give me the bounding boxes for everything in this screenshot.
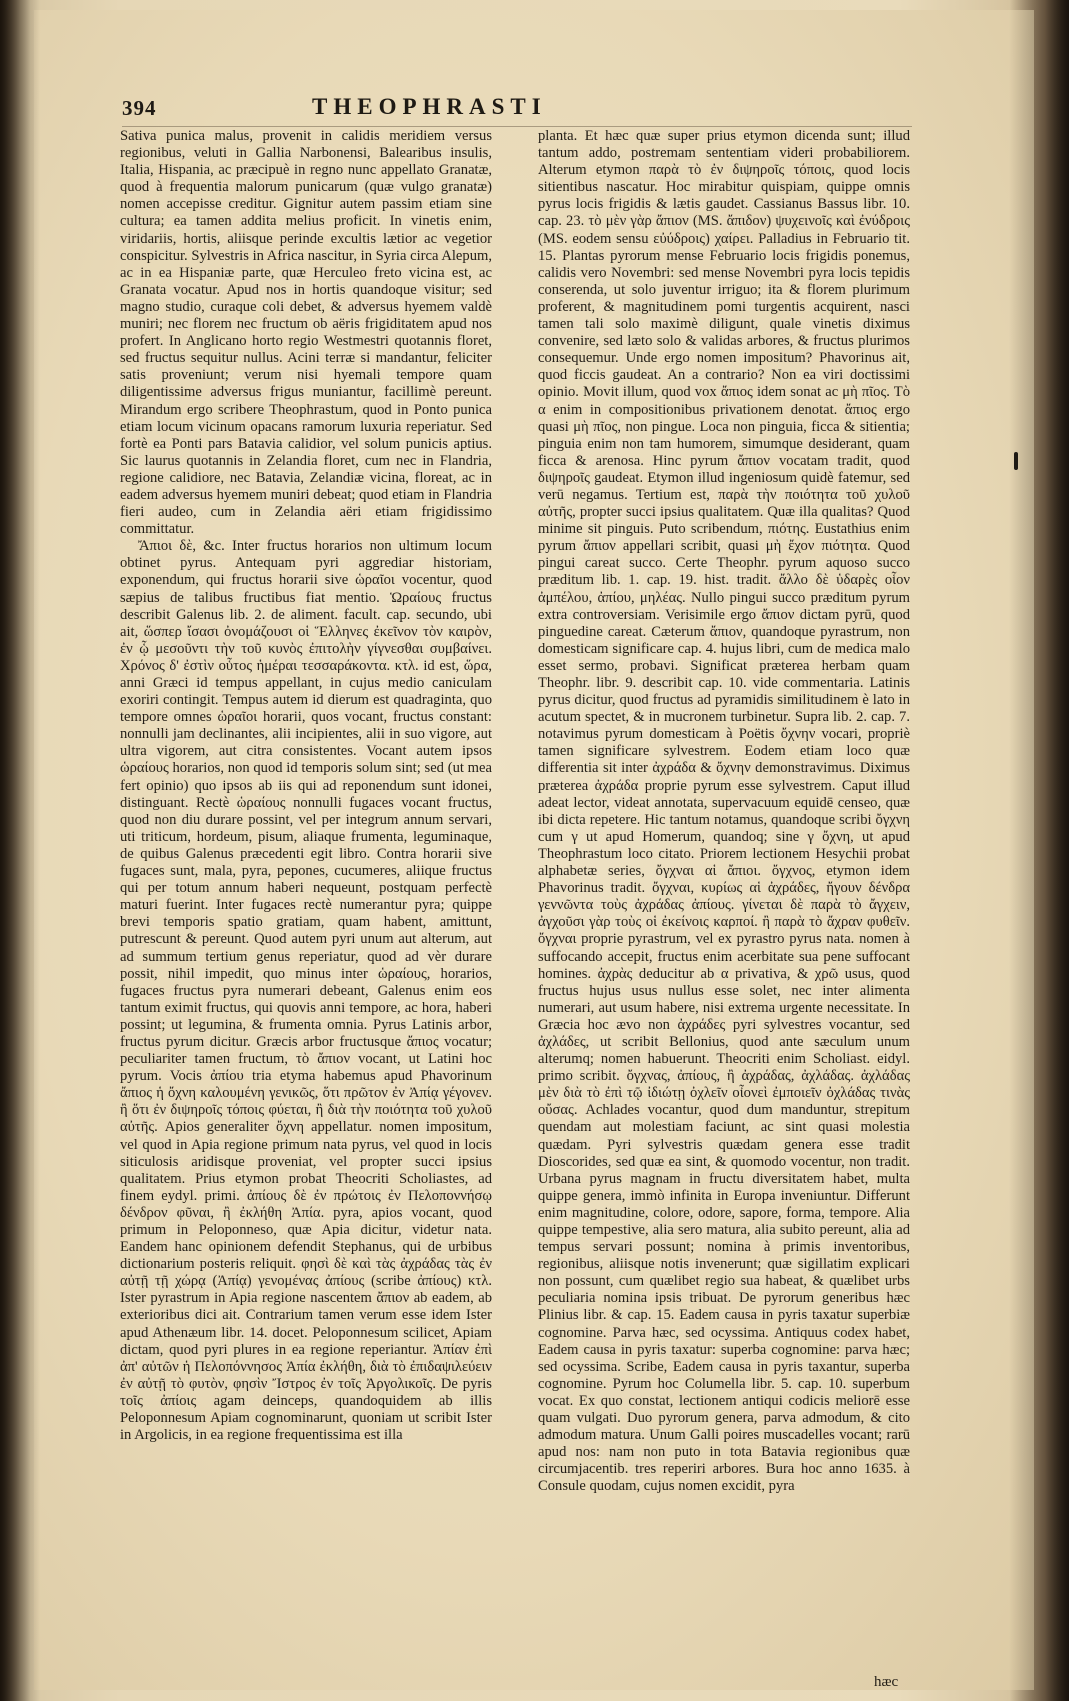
catchword: hæc: [874, 1674, 899, 1690]
page-number: 394: [122, 96, 157, 120]
binding-shadow: [0, 0, 40, 1701]
paragraph: Ἄπιοι δὲ, &c. Inter fructus horarios non ultimum locum obtinet pyrus. Antequam pyri aggrediar historiam, exponendum, qui fructus horarii sive ὡραῖοι vocentur, quod sæpius de talibus fructibus fiat mentio. Ὡραίους fructus describit Galenus lib. 2. de aliment. facult. cap. secundo, ubi ait, ὥσπερ ἴσασι ὀνομάζουσι οἱ Ἕλληνες ἐκεῖνον τὸν καιρὸν, ἐν ᾧ μεσοῦντι τὴν τοῦ κυνὸς ἐπιτολὴν γίγνεσθαι συμβαίνει. Χρόνος δ' ἐστὶν οὗτος ἡμέραι τεσσαράκοντα. κτλ. id est, ὥρα, anni Græci id tempus appellant, in cujus medio caniculam exoriri contingit. Tempus autem id dierum est quadraginta, quo tempore omnes ὡραῖοι horarii, quos vocant, fructus constant: nonnulli jam declinantes, alii incipientes, alii in suo vigore, aut ultra vigorem, aut citra consistentes. Vocant autem ipsos ὡραίους horarios, non quod id temporis solum sint; sed (ut mea fert opinio) quo ipsos ab iis qui ad reponendum sunt idonei, distinguant. Rectè ὡραίους nonnulli fugaces vocant fructus, quod non diu durare possint, vel per integrum annum servari, uti triticum, hordeum, pisum, aliaque frumenta, leguminaque, de quibus Galenus præcedenti egit libro. Contra horarii sive fugaces sunt, mala, pyra, pepones, cucumeres, aliique fructus qui per totum annum haberi nequeunt, postquam perfectè maturi fuerint. Inter fugaces rectè numerantur pyra; quippe brevi temporis spatio gratiam, quam habent, amittunt, putrescunt & pereunt. Quod autem pyri unum aut alterum, aut ad summum tertium genus reperiatur, quod ad vèr durare possit, nihil impedit, quo minus inter ὡραίους, horarios, fugaces fructus pyra numerari debeant, Galenus enim eos tantum eximit fructus, qui quovis anni tempore, ac hora, haberi possint; ut legumina, & frumenta omnia. Pyrus Latinis arbor, fructus pyrum dicitur. Græcis arbor fructusque ἄπιος vocatur; peculiariter tamen fructum, τὸ ἄπιον vocant, ut Latini hoc pyrum. Vocis ἀπίου tria etyma habemus apud Phavorinum ἄπιος ἡ ὄχνη καλουμένη γενικῶς, ὅτι πρῶτον ἐν Ἀπίᾳ γέγονεν. ἢ ὅτι ἐν διψηροῖς τόποις φύεται, ἢ διὰ τὴν ποιότητα τοῦ χυλοῦ αὐτῆς. Apios generaliter ὄχνη appellatur. nomen impositum, vel quod in Apia regione primum nata pyrus, vel quod in locis siticulosis aridisque proveniat, vel propter succi ipsius qualitatem. Prius etymon probat Theocriti Scholiastes, ad finem eydyl. primi. ἀπίους δὲ ἐν πρώτοις ἐν Πελοποννήσῳ δένδρον φῦναι, ἢ ἐκλήθη Ἀπία. pyra, apios vocant, quod primum in Peloponneso, quæ Apia dicitur, videtur nata. Eandem hanc opinionem defendit Stephanus, qui de urbibus dictionarium posteris reliquit. φησὶ δὲ καὶ τὰς ἀχράδας τὰς ἐν αὐτῇ τῇ χώρᾳ (Ἀπίᾳ) γενομένας ἀπίους (scribe ἀπίους) κτλ. Ister pyrastrum in Apia regione nascentem ἄπιον ab eadem, ab exterioribus dici ait. Contrarium tamen verum esse idem Ister apud Athenæum libr. 14. docet. Peloponnesum scilicet, Apiam dictam, quod pyri plures in ea regione reperiantur. Ἀπίαν ἐπὶ ἀπ' αὐτῶν ἡ Πελοπόννησος Ἀπία ἐκλήθη, διὰ τὸ ἐπιδαψιλεύειν ἐν αὐτῇ τὸ φυτὸν, φησὶν Ἴστρος ἐν τοῖς Ἀργολικοῖς. De pyris τοῖς ἀπίοις agam deinceps, quandoquidem ab illis Peloponnesum Apiam cognominarunt, quoniam ut scribit Ister in Argolicis, in ea regione frequentissima est illa: [120, 538, 492, 1444]
paragraph: Sativa punica malus, provenit in calidis meridiem versus regionibus, veluti in Gallia Narbonensi, Balearibus insulis, Italia, Hispania, ac præcipuè in regno nunc appellato Granatæ, quod à frequentia malorum punicarum (quæ vulgo granatæ) nomen accepisse creditur. Gignitur autem passim etiam sine cultura; ea tamen addita melius proficit. In vinetis enim, viridariis, hortis, aliisque perinde excultis lætior ac vegetior conspicitur. Sylvestris in Africa nascitur, in Syria circa Alepum, ac in ea Hispaniæ parte, quæ Herculeo freto vicina est, ac Granata vocatur. Apud nos in hortis quandoque visitur; sed magno studio, curaque coli debet, & adversus hyemem valdè muniri; nec florem nec fructum ob aëris frigiditatem apud nos profert. In Anglicano horto regio Westmestri quotannis floret, sed fructus sequitur nullus. Acini terræ si mandantur, feliciter satis proveniunt; verum nisi hyemali tempore quam diligentissime adversus frigus muniantur, facillimè pereunt. Mirandum ergo scribere Theophrastum, quod in Ponto punica etiam locum vicinum opacans ramorum luxuria reperiatur. Sed fortè ea Ponti pars Batavia calidior, vel solum punicis aptius. Sic laurus quotannis in Zelandia floret, cum nec in Flandria, regione calidiore, nec Batavia, Zelandiæ vicina, floreat, ac in eadem adversus hyemem muniri debeat; quod etiam in Flandria fieri audeo, cum in Zelandia aëri etiam frigidissimo committatur.: [120, 128, 492, 538]
running-title: THEOPHRASTI: [312, 94, 547, 119]
left-text-column: [120, 128, 492, 1644]
header-rule: [122, 126, 912, 127]
right-text-column: [538, 128, 910, 1644]
page-fold-shadow: [1009, 0, 1069, 1701]
paragraph: planta. Et hæc quæ super prius etymon dicenda sunt; illud tantum addo, postremam sententiam videri probabiliorem. Alterum etymon παρὰ τὸ ἐν διψηροῖς τόποις, quod locis sitientibus nascatur. Hoc mirabitur quispiam, quippe omnis pyrus locis frigidis & lætis gaudet. Cassianus Bassus libr. 10. cap. 23. τὸ μὲν γὰρ ἄπιον (MS. ἄπιδον) ψυχεινοῖς καὶ ἐνύδροις (MS. eodem sensu εὐύδροις) χαίρει. Palladius in Februario tit. 15. Plantas pyrorum mense Februario locis frigidis ponemus, calidis vero Novembri: sed mense Novembri pyra locis tepidis conserenda, ut solo juventur irriguo; ita & florem plurimum proferent, & magnitudinem pomi turgentis acquirent, nasci tamen tali solo maximè diligunt, quale vinetis diximus convenire, sed læto solo & validas arbores, & fructus plurimos consequemur. Unde ergo nomen impositum? Phavorinus ait, quod ficcis gaudeat. An a contrario? Non ea viri doctissimi opinio. Movit illum, quod vox ἄπιος idem sonat ac μὴ πῖος. Τὸ α enim in compositionibus privationem denotat. ἄπιος ergo quasi μὴ πῖος, non pingue. Loca non pinguia, ficca & sitientia; pinguia enim non tam humorem, simumque desiderant, quam ficca & arenosa. Hinc pyrum ἄπιον vocatam tradit, quod διψηροῖς gaudeat. Etymon illud ingeniosum quidè fatemur, sed verū negamus. Tertium est, παρὰ τὴν ποιότητα τοῦ χυλοῦ αὐτῆς, propter succi ipsius qualitatem. Quæ illa qualitas? Quod minime sit pinguis. Puto scribendum, πιότης. Eustathius enim pyrum ἄπιον appellari scribit, quasi μὴ ἔχον πιότητα. Quod pingui careat succo. Certe Theophr. pyrum aquoso succo præditum lib. 1. cap. 19. hist. tradit. ἄλλο δὲ ὑδαρὲς οἷον ἀμπέλου, ἀπίου, μηλέας. Nullo pingui succo præditum pyrum extra controversiam. Verisimile ergo ἄπιον dictam pyrū, quod pinguedine careat. Cæterum ἄπιον, quandoque pyrastrum, non domesticam significare cap. 4. hujus libri, cum de medica malo esset sermo, probavi. Significat præterea herbam quam Theophr. libr. 9. describit cap. 10. vide commentaria. Latinis pyrus dicitur, quod fructus ad pyramidis similitudinem è lato in acutum spectet, & in mucronem turbinetur. Supra lib. 2. cap. 7. notavimus pyrum domesticam à Poëtis ὄχνην vocari, propriè tamen significare sylvestrem. Eodem etiam loco quæ differentia sit inter ἀχράδα & ὄχνην demonstravimus. Diximus præterea ἀχράδα proprie pyrum esse sylvestrem. Caput illud adeat lector, videat annotata, supervacuum equidē censeo, quæ ibi dicta repetere. Hic tantum notamus, quandoque scribi ὄγχνη cum γ ut apud Homerum, quandoq; sine γ ὄχνη, ut apud Theophrastum loco citato. Priorem lectionem Hesychii probat alphabetæ series, ὄγχναι αἱ ἄπιοι. ὄγχνος, etymon idem Phavorinus tradit. ὄγχναι, κυρίως αἱ ἀχράδες, ἤγουν δένδρα γεννῶντα τοὺς ἀχράδας ἀπίους. γίνεται δὲ παρὰ τὸ ἄγχειν, ἀγχοῦσι γὰρ τοὺς οἱ ἐκείνοις καρποί. ἢ παρὰ τὸ ἄχραν φυθεῖν. ὄγχναι proprie pyrastrum, vel ex pyrastro pyrus nata. nomen à suffocando accepit, fructus enim acerbitate sua pene suffocant homines. ἀχρὰς deducitur ab α privativa, & χρῶ usus, quod fructus hujus usus nullus esse solet, nec inter alimenta numerari, aut usum habere, nisi extrema urgente necessitate. In Græcia hoc ævo non ἀχράδες pyri sylvestres vocantur, sed ἀχλάδες, ut scribit Bellonius, quod ante sæculum unum alterumq; nomen habuerunt. Theocriti enim Scholiast. eidyl. primo scribit. ὄγχνας, ἀπίους, ἢ ἀχράδας, ἀχλάδας. ἀχλάδας μὲν διὰ τὸ ἐπὶ τῷ ἰδιώτῃ ὀχλεῖν οἶονεὶ ἐμποιεῖν ὀχλάδας τινὰς οὔσας. Achlades vocantur, quod dum manduntur, strepitum quendam aut molestiam faciunt, ac sint quasi molestia quædam. Pyri sylvestris quædam genera esse tradit Dioscorides, sed quæ ea sint, & quomodo vocentur, non tradit. Urbana pyrus magnam in fructu diversitatem habet, multa quippe genera, immò infinita in Europa inveniuntur. Differunt enim magnitudine, colore, odore, sapore, forma, tempore. Alia quippe tempestive, alia sero matura, alia subito pereunt, alia ad tempus servari possunt; nomina à primis inventoribus, regionibus, aliisque notis invenerunt; quæ sigillatim explicari non possunt, cum quælibet regio sua habeat, & quælibet urbs peculiaria nomina ipsis tribuat. De pyrorum generibus hæc Plinius libr. & cap. 15. Eadem causa in pyris taxatur superbiæ cognomine. Parva hæc, sed ocyssima. Antiquus codex habet, Eadem causa in pyris taxatur: superba cognomine: parva hæc; sed ocyssima. Scribe, Eadem causa in pyris taxantur, superba cognomine. Pyrum hoc Columella libr. 5. cap. 10. superbum vocat. Ex quo constat, lectionem antiqui codicis meliorē esse quam vulgati. Duo pyrorum genera, parva admodum, & cito admodum matura. Unum Galli poires muscadelles vocant; rarū apud nos: nam non puto in tota Batavia regionibus quæ circumjacentib. tres reperiri arbores. Bura hoc anno 1635. à Consule quodam, cujus nomen excidit, pyra: [538, 128, 910, 1495]
page-header: [122, 94, 682, 130]
